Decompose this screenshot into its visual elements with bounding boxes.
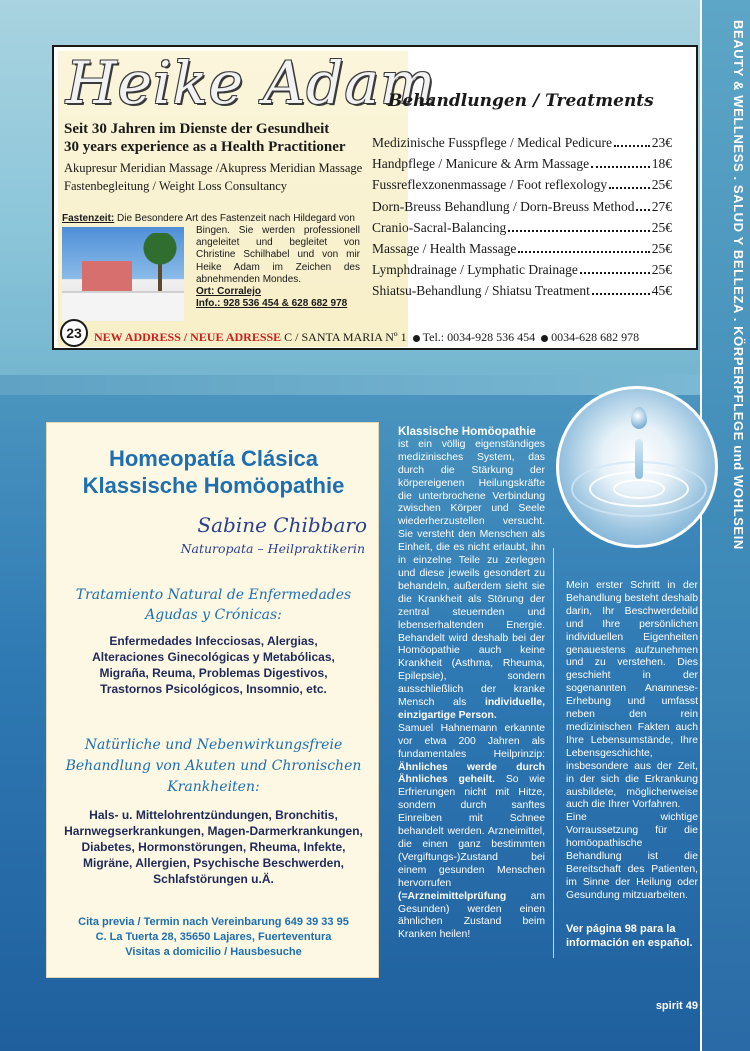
service-row: Cranio-Sacral-Balancing 25€	[372, 219, 672, 235]
experience-en: 30 years experience as a Health Practitioner	[64, 139, 346, 155]
homeopathy-panel	[46, 422, 379, 978]
service-row: Lymphdrainage / Lymphatic Drainage 25€	[372, 262, 672, 278]
home-visits-line: Visitas a domicilio / Hausbesuche	[125, 946, 302, 958]
bullet-icon	[541, 335, 548, 342]
list-item: Alteraciones Ginecológicas y Metabólicas,	[92, 650, 335, 664]
ripple-inner	[613, 479, 665, 499]
spanish-reference: Ver página 98 para la información en español.	[566, 923, 693, 949]
service-row: Massage / Health Massage 25€	[372, 240, 672, 256]
list-item: Trastornos Psicológicos, Insomnio, etc.	[100, 682, 327, 696]
homeopathy-title	[47, 445, 380, 499]
list-item: Schlafstörungen u.Ä.	[153, 872, 274, 886]
section-label: BEAUTY & WELLNESS . SALUD Y BELLEZA . KÖRPERPFLEGE und WOHLSEIN	[731, 20, 746, 550]
new-address-label: NEW ADDRESS / NEUE ADRESSE	[94, 330, 282, 344]
subtitle-de: Natürliche und Nebenwirkungsfreie Behandlung von Akuten und Chronischen Krankheiten:	[65, 737, 362, 795]
splash-column	[635, 439, 643, 479]
ad-footer	[94, 330, 694, 348]
list-item: Hals- u. Mittelohrentzündungen, Bronchitis,	[89, 808, 338, 822]
article-emphasis: individuelle, einzigartige Person.	[398, 697, 545, 721]
fasting-intro: Die Besondere Art des Fastenzeit nach Hildegard von	[117, 213, 355, 224]
ad-number-badge: 23	[60, 319, 88, 347]
title-de: Klassische Homöopathie	[82, 473, 345, 498]
heike-adam-ad	[52, 45, 698, 350]
title-es: Homeopatía Clásica	[108, 446, 319, 471]
article-paragraph: ist ein völlig eigenständiges medizinisches System, das durch die Stärkung der körpereigenen Heilungskräfte die unterbrochene Verbindung zwischen Körper und Seele wiederherzustellen versucht. Sie versteht den Menschen als Einheit, die es nicht erlaubt, ihn in einzelne Teile zu zerlegen und diese jeweils gesondert zu behandeln, außerdem sieht sie die Krankheit als Störung der zentral steuernden und lebenserhaltenden Energie. Behandelt wird deshalb bei der Homöopathie auch keine Krankheit (Asthma, Rheuma, Epilepsie), sondern ausschließlich der kranke Mensch als	[398, 438, 545, 709]
fasting-label: Fastenzeit:	[62, 213, 115, 224]
column-divider	[553, 548, 554, 958]
page-tick	[700, 990, 702, 1030]
article-paragraph: am Gesunden) werden einen ähnlichen Zustand beim Kranken heilen!	[398, 890, 545, 941]
list-item: Enfermedades Infecciosas, Alergias,	[109, 634, 318, 648]
article-emphasis: (=Arzneimittelprüfung	[398, 890, 507, 902]
droplet-icon	[631, 407, 647, 429]
article-paragraph: Mein erster Schritt in der Behandlung besteht deshalb darin, Ihr Beschwerdebild und Ihre persönlichen individuellen Eigenheiten genauestens aufzunehmen und zu verstehen. Dies geschieht in der sogenannten Anamnese-Erhebung und umfasst neben den rein medizinischen Fakten auch Ihre Lebensumstände, Ihre Lebensgeschichte, insbesondere aus der Zeit, in der sich die Erkrankung ausbildete, möglicherweise auch die Ihrer Vorfahren.	[566, 580, 698, 811]
list-item: Harnwegserkrankungen, Magen-Darmerkrankungen,	[64, 824, 363, 838]
phone-1: Tel.: 0034-928 536 454	[422, 330, 536, 344]
service-row: Medizinische Fusspflege / Medical Pedicure 23€	[372, 135, 672, 150]
address-line: C. La Tuerta 28, 35650 Lajares, Fuerteventura	[95, 931, 332, 943]
article-emphasis: Ähnliches werde durch Ähnliches geheilt.	[398, 761, 545, 786]
fasting-text: Bingen. Sie werden professionell angeleitet und begleitet von Christine Schilhabel und von mir Heike Adam im Zeichen des abnehmenden Mondes.	[196, 225, 360, 285]
article-column-1	[398, 426, 545, 964]
experience-de: Seit 30 Jahren im Dienste der Gesundheit	[64, 121, 330, 137]
fasting-info: Info.: 928 536 454 & 628 682 978	[196, 298, 348, 310]
practitioner-name: Sabine Chibbaro	[197, 513, 367, 537]
ad-logo-name: Heike Adam	[66, 49, 436, 117]
service-row: Shiatsu-Behandlung / Shiatsu Treatment 45€	[372, 283, 672, 299]
service-row: Dorn-Breuss Behandlung / Dorn-Breuss Method 27€	[372, 198, 672, 214]
article-paragraph: So wie Erfrierungen nicht mit Hitze, sondern durch sanftes Einreiben mit Schnee behandelt werden. Arzneimittel, die einen ganz bestimmten (Vergiftungs-)Zustand bei einem gesunden Menschen hervorrufen	[398, 774, 545, 889]
fasting-place: Ort: Corralejo	[196, 286, 262, 298]
list-item: Migraña, Reuma, Problemas Digestivos,	[99, 666, 328, 680]
list-item: Migräne, Allergien, Psychische Beschwerden,	[83, 856, 344, 870]
treatments-title: Behandlungen / Treatments	[388, 91, 654, 111]
page-number: spirit 49	[655, 1000, 698, 1012]
list-item: Diabetes, Hormonstörungen, Rheuma, Infekte,	[81, 840, 346, 854]
subtitle-es: Tratamiento Natural de Enfermedades Agudas y Crónicas:	[75, 587, 352, 623]
fasting-line: Fastenbegleitung / Weight Loss Consultancy	[64, 179, 288, 193]
service-row: Handpflege / Manicure & Arm Massage 18€	[372, 156, 672, 172]
acupressure-line: Akupresur Meridian Massage /Akupress Meridian Massage	[64, 161, 363, 175]
service-row: Fussreflexzonenmassage / Foot reflexology 25€	[372, 177, 672, 193]
article-heading: Klassische Homöopathie	[398, 425, 536, 438]
phone-2: 0034-628 682 978	[551, 330, 640, 344]
photo-wall	[62, 291, 184, 321]
street-address: C / SANTA MARIA Nº 1	[284, 330, 407, 344]
photo-palm-leaves	[140, 233, 180, 283]
water-drop-graphic	[556, 386, 718, 548]
appointment-line: Cita previa / Termin nach Vereinbarung 649 39 33 95	[78, 916, 349, 928]
house-photo	[62, 227, 184, 321]
conditions-es	[47, 633, 380, 697]
conditions-de	[47, 807, 380, 887]
services-list	[372, 135, 672, 305]
contact-block	[47, 915, 380, 960]
bullet-icon	[413, 335, 420, 342]
practitioner-role: Naturopata – Heilpraktikerin	[180, 541, 365, 556]
article-column-2	[566, 580, 698, 901]
article-paragraph: Eine wichtige Vorraussetzung für die homöopathische Behandlung ist die Bereitschaft des Patienten, im Sinne der Heilung oder Gesundung mitzuarbeiten.	[566, 812, 698, 901]
article-paragraph: Samuel Hahnemann erkannte vor etwa 200 Jahren als fundamentales Heilprinzip:	[398, 722, 545, 760]
